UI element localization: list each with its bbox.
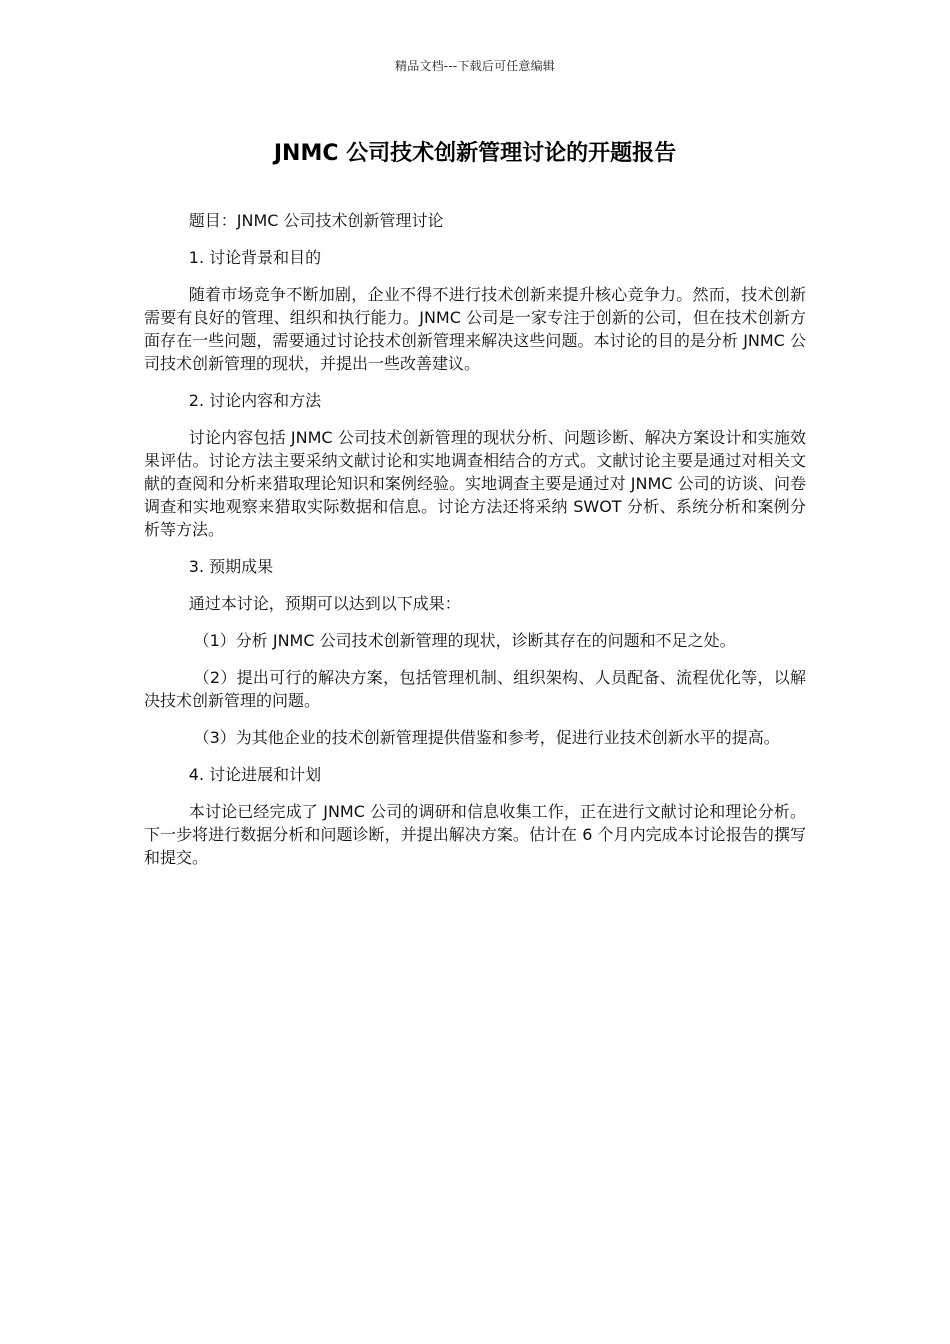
topic-line: 题目：JNMC 公司技术创新管理讨论 [188, 211, 444, 230]
section-paragraph: 讨论内容包括 JNMC 公司技术创新管理的现状分析、问题诊断、解决方案设计和实施效果评估。讨论方法主要采纳文献讨论和实地调查相结合的方式。文献讨论主要是通过对相关文献的查阅和分析来猎取理论知识和案例经验。实地调查主要是通过对 JNMC 公司的访谈、问卷调查和实地观察来猎取实际数据和信息。讨论方法还将采纳 SWOT 分析、系统分析和案例分析等方法。 [144, 428, 806, 539]
result-item: （2）提出可行的解决方案，包括管理机制、组织架构、人员配备、流程优化等，以解决技术创新管理的问题。 [144, 668, 806, 710]
section-heading: 4. 讨论进展和计划 [188, 765, 322, 784]
section-paragraph: 本讨论已经完成了 JNMC 公司的调研和信息收集工作，正在进行文献讨论和理论分析。下一步将进行数据分析和问题诊断，并提出解决方案。估计在 6 个月内完成本讨论报告的撰写和提交。 [144, 802, 806, 867]
document-title: JNMC 公司技术创新管理讨论的开题报告 [273, 141, 677, 166]
section-heading: 3. 预期成果 [188, 557, 274, 576]
result-item: （3）为其他企业的技术创新管理提供借鉴和参考，促进行业技术创新水平的提高。 [193, 728, 780, 747]
header-note: 精品文档---下载后可任意编辑 [395, 59, 555, 73]
document-body [144, 209, 806, 883]
section-heading: 1. 讨论背景和目的 [188, 248, 322, 267]
section-heading: 2. 讨论内容和方法 [188, 391, 322, 410]
section-intro: 通过本讨论，预期可以达到以下成果： [188, 594, 461, 613]
result-item: （1）分析 JNMC 公司技术创新管理的现状，诊断其存在的问题和不足之处。 [193, 631, 736, 650]
section-paragraph: 随着市场竞争不断加剧，企业不得不进行技术创新来提升核心竞争力。然而，技术创新需要有良好的管理、组织和执行能力。JNMC 公司是一家专注于创新的公司，但在技术创新方面存在一些问题，需要通过讨论技术创新管理来解决这些问题。本讨论的目的是分析 JNMC 公司技术创新管理的现状，并提出一些改善建议。 [144, 285, 806, 373]
